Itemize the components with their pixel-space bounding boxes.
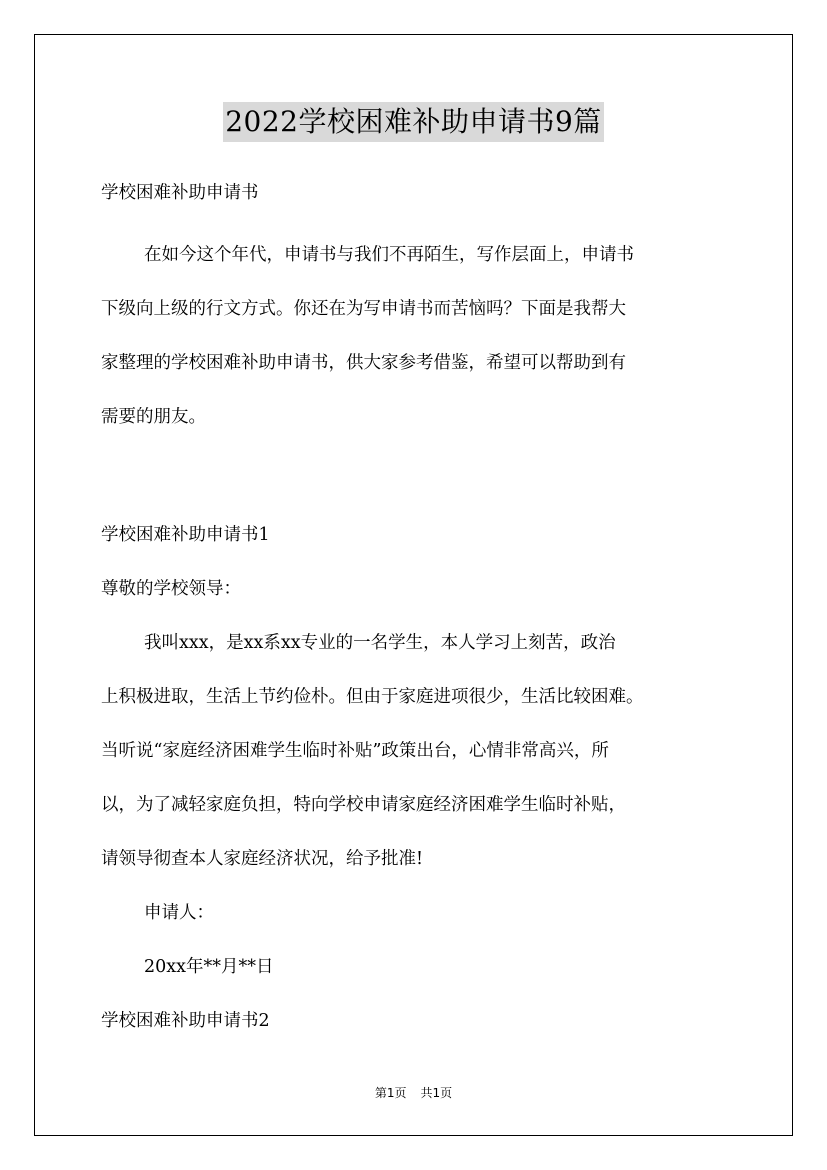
section-gap (101, 444, 731, 508)
salutation: 尊敬的学校领导： (101, 579, 241, 599)
intro-heading: 学校困难补助申请书 (101, 183, 259, 203)
application-date: 20xx年**月**日 (144, 957, 274, 977)
page-footer (0, 1085, 827, 1101)
body-line: 上积极进取，生活上节约俭朴。但由于家庭进项很少，生活比较困难。 (101, 687, 644, 707)
body-line: 以，为了减轻家庭负担，特向学校申请家庭经济困难学生临时补贴， (101, 795, 626, 815)
intro-line: 家整理的学校困难补助申请书，供大家参考借鉴，希望可以帮助到有 (101, 353, 626, 373)
intro-line: 需要的朋友。 (101, 407, 206, 427)
intro-line: 下级向上级的行文方式。你还在为写申请书而苦恼吗？下面是我帮大 (101, 299, 626, 319)
title-container (0, 102, 827, 142)
page-total: 共1页 (420, 1086, 453, 1100)
document-body (101, 174, 731, 1048)
intro-line: 在如今这个年代，申请书与我们不再陌生，写作层面上，申请书 (144, 245, 634, 265)
body-line: 我叫xxx，是xx系xx专业的一名学生，本人学习上刻苦，政治 (144, 633, 616, 653)
page-number: 第1页 (374, 1086, 407, 1100)
body-line: 当听说“家庭经济困难学生临时补贴”政策出台，心情非常高兴，所 (101, 741, 609, 761)
applicant-label: 申请人： (144, 903, 214, 923)
document-title: 2022学校困难补助申请书9篇 (223, 102, 604, 142)
section1-heading: 学校困难补助申请书1 (101, 525, 270, 545)
section2-heading: 学校困难补助申请书2 (101, 1011, 270, 1031)
body-line: 请领导彻查本人家庭经济状况，给予批准! (101, 849, 424, 869)
